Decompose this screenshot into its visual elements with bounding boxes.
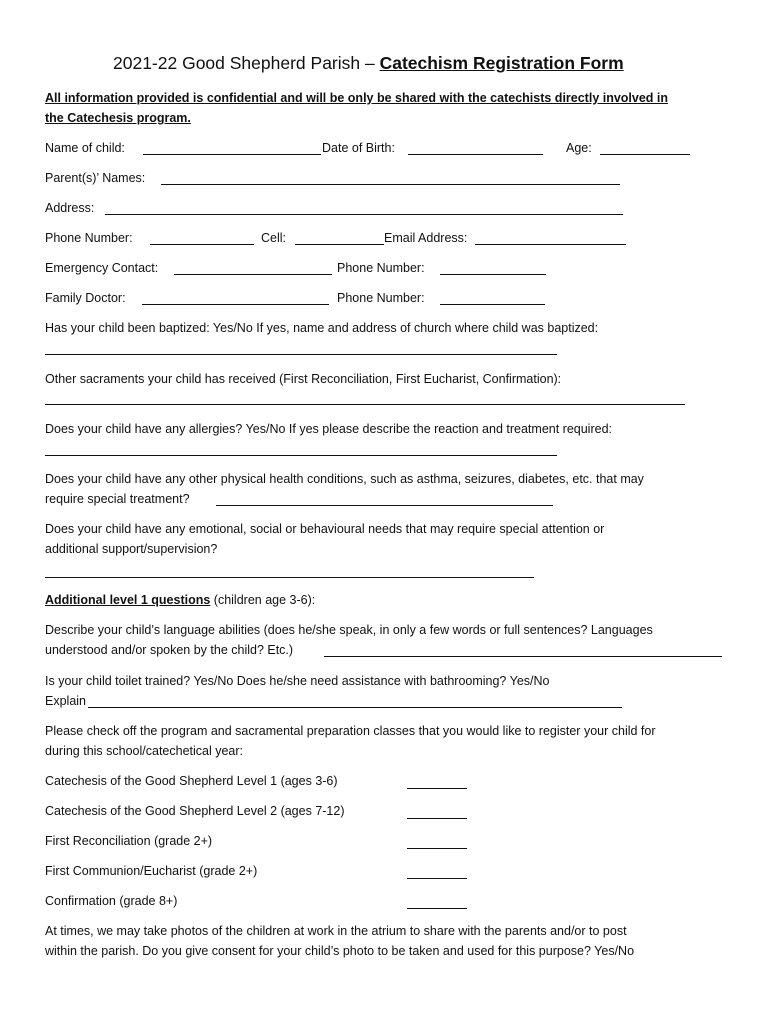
age-label: Age:	[566, 141, 592, 155]
photo-consent-line1: At times, we may take photos of the children at work in the atrium to share with the parents and/or to post	[45, 924, 627, 938]
health-question-line2: require special treatment?	[45, 492, 190, 506]
emergency-contact-field[interactable]	[174, 274, 332, 275]
emotional-question-line1: Does your child have any emotional, social or behavioural needs that may require special attention or	[45, 522, 605, 536]
dob-label: Date of Birth:	[322, 141, 395, 155]
explain-label: Explain	[45, 694, 86, 708]
title-main: 2021-22 Good Shepherd Parish –	[113, 53, 380, 73]
phone-field[interactable]	[150, 244, 254, 245]
baptized-question: Has your child been baptized: Yes/No If yes, name and address of church where child was baptized:	[45, 321, 599, 335]
address-field[interactable]	[105, 214, 623, 215]
phone-label: Phone Number:	[45, 231, 133, 245]
program-cgs-level1-check[interactable]	[407, 788, 467, 789]
explain-field[interactable]	[88, 707, 622, 708]
program-first-communion-check[interactable]	[407, 878, 467, 879]
programs-intro-line1: Please check off the program and sacramental preparation classes that you would like to register your child for	[45, 724, 656, 738]
program-cgs-level2-check[interactable]	[407, 818, 467, 819]
language-answer-field[interactable]	[324, 656, 722, 657]
level1-heading	[45, 592, 315, 608]
child-name-label: Name of child:	[45, 141, 125, 155]
emergency-phone-field[interactable]	[440, 274, 546, 275]
program-first-reconciliation-label: First Reconciliation (grade 2+)	[45, 834, 213, 848]
program-confirmation-check[interactable]	[407, 908, 467, 909]
program-cgs-level2-label: Catechesis of the Good Shepherd Level 2 (ages 7-12)	[45, 804, 345, 818]
emergency-contact-label: Emergency Contact:	[45, 261, 159, 275]
emotional-answer-field[interactable]	[45, 577, 534, 578]
program-first-reconciliation-check[interactable]	[407, 848, 467, 849]
program-confirmation-label: Confirmation (grade 8+)	[45, 894, 178, 908]
allergies-question: Does your child have any allergies? Yes/No If yes please describe the reaction and treatment required:	[45, 422, 612, 436]
dob-field[interactable]	[408, 154, 543, 155]
program-first-communion-label: First Communion/Eucharist (grade 2+)	[45, 864, 258, 878]
parents-label: Parent(s)’ Names:	[45, 171, 146, 185]
toilet-question: Is your child toilet trained? Yes/No Does he/she need assistance with bathrooming? Yes/No	[45, 674, 550, 688]
level1-heading-text: Additional level 1 questions	[45, 593, 211, 607]
sacraments-answer-field[interactable]	[45, 404, 685, 405]
email-label: Email Address:	[384, 231, 468, 245]
emotional-question-line2: additional support/supervision?	[45, 542, 218, 556]
confidential-notice-line2: the Catechesis program.	[45, 111, 191, 125]
allergies-answer-field[interactable]	[45, 455, 557, 456]
language-question-line1: Describe your child’s language abilities (does he/she speak, in only a few words or full sentences? Languages	[45, 623, 653, 637]
page-title	[113, 52, 624, 74]
emergency-phone-label: Phone Number:	[337, 261, 425, 275]
confidential-notice-line1: All information provided is confidential and will be only be shared with the catechists directly involved in	[45, 91, 669, 105]
doctor-phone-field[interactable]	[440, 304, 545, 305]
doctor-phone-label: Phone Number:	[337, 291, 425, 305]
family-doctor-field[interactable]	[142, 304, 329, 305]
title-subtitle: Catechism Registration Form	[379, 53, 624, 73]
child-name-field[interactable]	[143, 154, 321, 155]
language-question-line2: understood and/or spoken by the child? Etc.)	[45, 643, 294, 657]
sacraments-question: Other sacraments your child has received (First Reconciliation, First Eucharist, Confirmation):	[45, 372, 562, 386]
email-field[interactable]	[475, 244, 626, 245]
cell-label: Cell:	[261, 231, 287, 245]
baptized-answer-field[interactable]	[45, 354, 557, 355]
health-question-line1: Does your child have any other physical health conditions, such as asthma, seizures, diabetes, etc. that may	[45, 472, 644, 486]
parents-field[interactable]	[161, 184, 620, 185]
level1-heading-note: (children age 3-6):	[210, 593, 316, 607]
program-cgs-level1-label: Catechesis of the Good Shepherd Level 1 (ages 3-6)	[45, 774, 338, 788]
age-field[interactable]	[600, 154, 690, 155]
photo-consent-line2: within the parish. Do you give consent for your child’s photo to be taken and used for this purpose? Yes/No	[45, 944, 635, 958]
programs-intro-line2: during this school/catechetical year:	[45, 744, 244, 758]
address-label: Address:	[45, 201, 95, 215]
cell-field[interactable]	[295, 244, 384, 245]
family-doctor-label: Family Doctor:	[45, 291, 126, 305]
health-answer-field[interactable]	[216, 505, 553, 506]
